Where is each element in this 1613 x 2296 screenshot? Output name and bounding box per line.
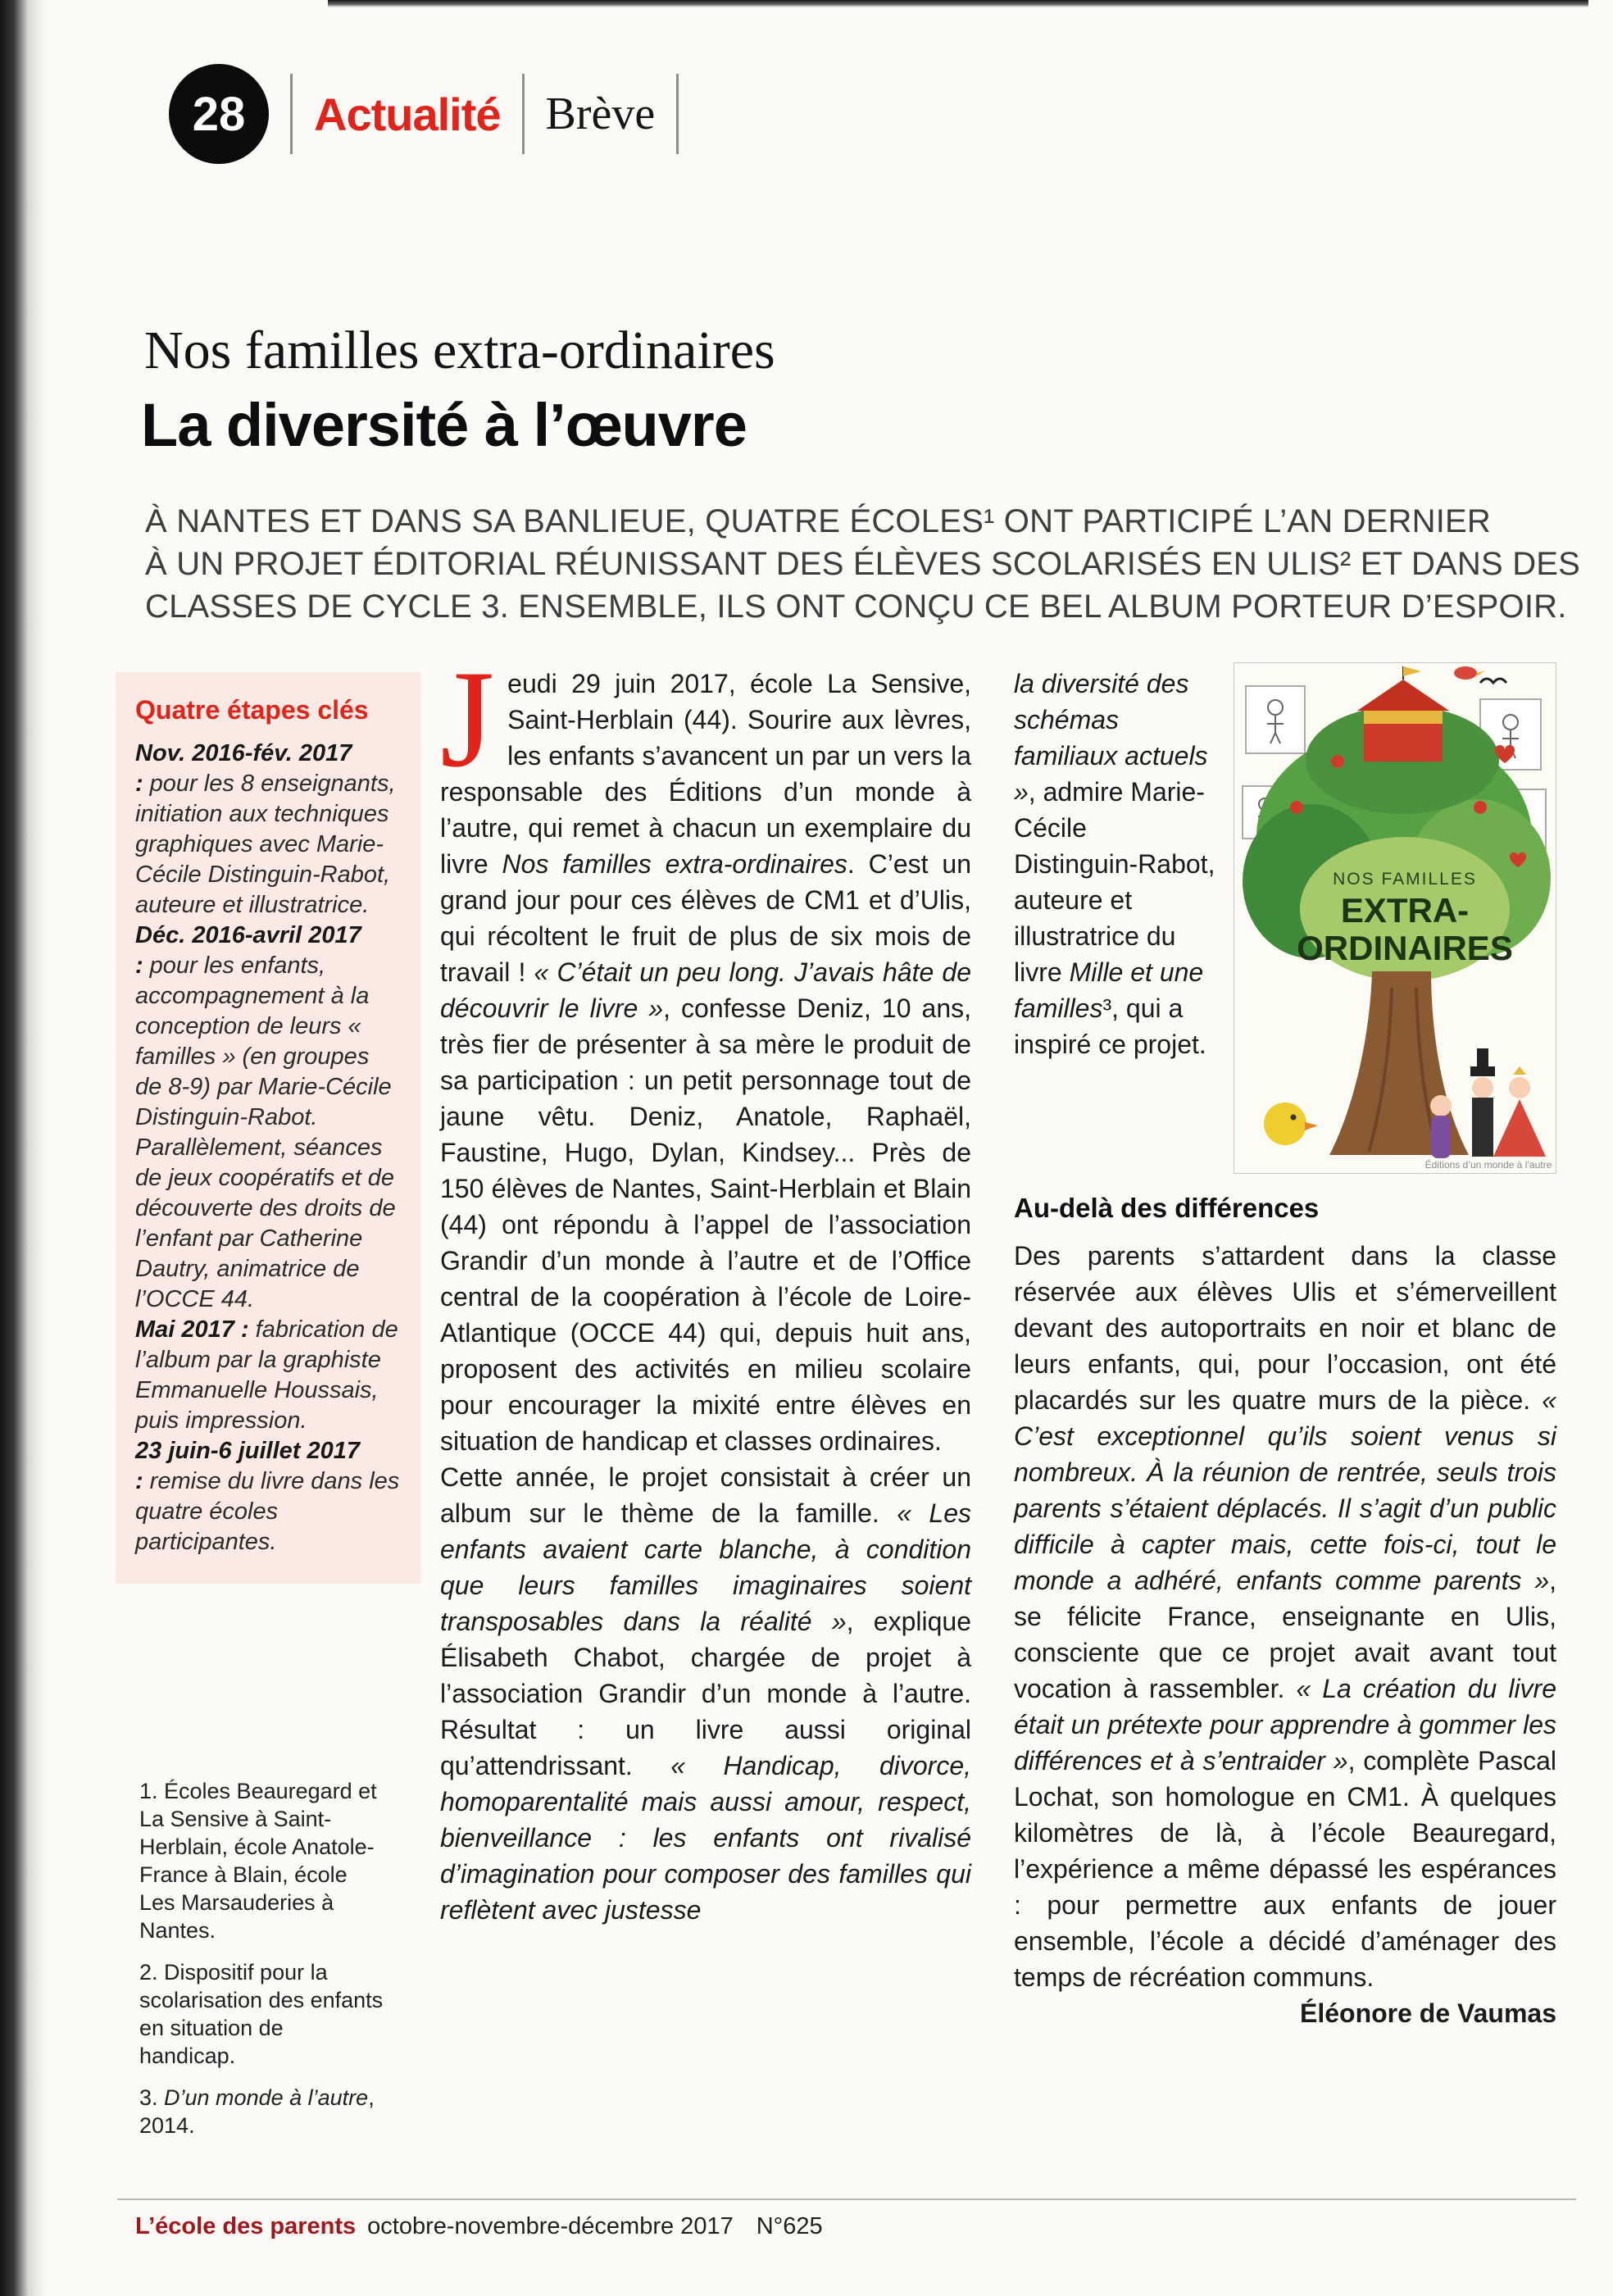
subsection-label: Brève	[545, 89, 656, 139]
sidebar-box	[116, 672, 420, 1584]
article-title: La diversité à l’œuvre	[141, 391, 747, 459]
header-divider	[676, 74, 679, 154]
header-divider	[290, 74, 293, 154]
sidebar-step	[135, 739, 401, 921]
cover-title-small: NOS FAMILLES	[1333, 870, 1477, 889]
cover-title-line1: EXTRA-	[1340, 891, 1470, 930]
footnote: 3. D’un monde à l’autre, 2014.	[139, 2085, 375, 2138]
step-date: Mai 2017 :	[135, 1316, 249, 1343]
step-date: Déc. 2016-avril 2017 :	[135, 922, 361, 979]
header-divider	[522, 74, 525, 154]
paragraph-text: la diversité des schémas familiaux actuels », admire Marie-Cécile Distinguin-Rabot, auteure et illustratrice du livre Mille et une familles³, qui a inspiré ce projet.	[1014, 669, 1215, 1059]
scan-edge-top	[328, 0, 1588, 7]
body-column-1	[440, 642, 972, 1928]
paragraph	[1014, 1238, 1557, 2028]
footer-issue-number: N°625	[756, 2213, 823, 2239]
scan-edge-left	[0, 0, 46, 2296]
kicker-title: Nos familles extra-ordinaires	[144, 321, 775, 380]
sidebar-step	[135, 921, 401, 1315]
footnote: 2. Dispositif pour la scolarisation des enfants en situation de handicap.	[139, 1960, 384, 2068]
sidebar-step	[135, 1315, 401, 1436]
paragraph-text: Des parents s’attardent dans la classe réservée aux élèves Ulis et s’émerveillent devant des autoportraits en noir et blanc de leurs enfants, qui, pour l’occasion, ont été placardés sur les quatre murs de la pièce. « C’est exceptionnel qu’ils soient venus si nombreux. À la réunion de rentrée, seuls trois parents s’étaient déplacés. Il s’agit d’un public difficile à capter mais, cette fois-ci, tout le monde a adhéré, enfants comme parents », se félicite France, enseignante en Ulis, consciente que ce projet avait avant tout vocation à rassembler. « La création du livre était un prétexte pour apprendre à gommer les différences et à s’entraider », complète Pascal Lochat, son homologue en CM1. À quelques kilomètres de là, à l’école Beauregard, l’expérience a même dépassé les espérances : pour permettre aux enfants de jouer ensemble, l’école a décidé d’aménager des temps de récréation communs.	[1014, 1241, 1557, 1992]
cover-publisher: Éditions d’un monde à l’autre	[1424, 1159, 1552, 1171]
step-text: pour les enfants, accompagnement à la conception de leurs « familles » (en groupes de 8-9) par Marie-Cécile Distinguin-Rabot. Parallèlement, séances de jeux coopératifs et de découverte des droits de l’enfant par Catherine Dautry, animatrice de l’OCCE 44.	[135, 952, 396, 1312]
footnote: 1. Écoles Beauregard et La Sensive à Saint-Herblain, école Anatole-France à Blain, école Les Marsauderies à Nantes.	[139, 1779, 377, 1943]
dropcap: J	[440, 642, 495, 796]
section-label: Actualité	[314, 88, 501, 140]
page-header	[169, 64, 679, 164]
step-date: Nov. 2016-fév. 2017 :	[135, 740, 352, 797]
section-heading: Au-delà des différences	[1014, 1193, 1320, 1223]
cover-title-line2: ORDINAIRES	[1297, 929, 1513, 967]
body-column-2	[1014, 666, 1556, 2031]
standfirst-line: À UN PROJET ÉDITORIAL RÉUNISSANT DES ÉLÈVES SCOLARISÉS EN ULIS² ET DANS DES	[145, 546, 1581, 582]
standfirst-line: À NANTES ET DANS SA BANLIEUE, QUATRE ÉCOLES¹ ONT PARTICIPÉ L’AN DERNIER	[145, 503, 1492, 539]
paragraph	[440, 1459, 971, 1928]
footer-magazine-title: L’école des parents	[135, 2213, 357, 2239]
standfirst	[145, 500, 1580, 628]
book-cover-illustration	[1234, 663, 1556, 1173]
step-text: fabrication de l’album par la graphiste Emmanuelle Houssais, puis impression.	[135, 1316, 398, 1434]
step-date: 23 juin-6 juillet 2017 :	[135, 1438, 360, 1494]
standfirst-line: CLASSES DE CYCLE 3. ENSEMBLE, ILS ONT CONÇU CE BEL ALBUM PORTEUR D’ESPOIR.	[145, 589, 1567, 625]
paragraph-text: eudi 29 juin 2017, école La Sensive, Saint-Herblain (44). Sourire aux lèvres, les enfants s’avancent un par un vers la responsable des Éditions d’un monde à l’autre, qui remet à chacun un exemplaire du livre Nos familles extra-ordinaires. C’est un grand jour pour ces élèves de CM1 et d’Ulis, qui récoltent le fruit de plus de six mois de travail ! « C’était un peu long. J’avais hâte de découvrir le livre », confesse Deniz, 10 ans, très fier de présenter à sa mère le produit de sa participation : un petit personnage tout de jaune vêtu. Deniz, Anatole, Raphaël, Faustine, Hugo, Dylan, Kindsey... Près de 150 élèves de Nantes, Saint-Herblain et Blain (44) ont répondu à l’appel de l’association Grandir d’un monde à l’autre et de l’Office central de la coopération à l’école de Loire-Atlantique (OCCE 44) qui, depuis huit ans, proposent des activités en milieu scolaire pour encourager la mixité entre élèves en situation de handicap et classes ordinaires.	[440, 669, 972, 1456]
sidebar-title: Quatre étapes clés	[135, 695, 369, 725]
author-credit: Éléonore de Vaumas	[1299, 1998, 1556, 2028]
purple-figure	[1430, 1095, 1452, 1158]
paragraph	[440, 642, 972, 1459]
footer-rule	[117, 2198, 1576, 2200]
footer	[135, 2213, 823, 2240]
sidebar-step	[135, 1436, 401, 1557]
footnotes	[139, 1777, 385, 2153]
book-cover	[1234, 662, 1556, 1174]
footer-issue-date: octobre-novembre-décembre 2017	[367, 2213, 734, 2239]
page-number-badge: 28	[169, 64, 269, 164]
step-text: pour les 8 enseignants, initiation aux techniques graphiques avec Marie-Cécile Distinguin-Rabot, auteure et illustratrice.	[135, 771, 396, 918]
paragraph-text: Cette année, le projet consistait à créer un album sur le thème de la famille. « Les enfants avaient carte blanche, à condition que leurs familles imaginaires soient transposables dans la réalité », explique Élisabeth Chabot, chargée de projet à l’association Grandir d’un monde à l’autre. Résultat : un livre aussi original qu’attendrissant. « Handicap, divorce, homoparentalité mais aussi amour, respect, bienveillance : les enfants ont rivalisé d’imagination pour composer des familles qui reflètent avec justesse	[440, 1462, 972, 1925]
step-text: remise du livre dans les quatre écoles participantes.	[135, 1468, 400, 1555]
